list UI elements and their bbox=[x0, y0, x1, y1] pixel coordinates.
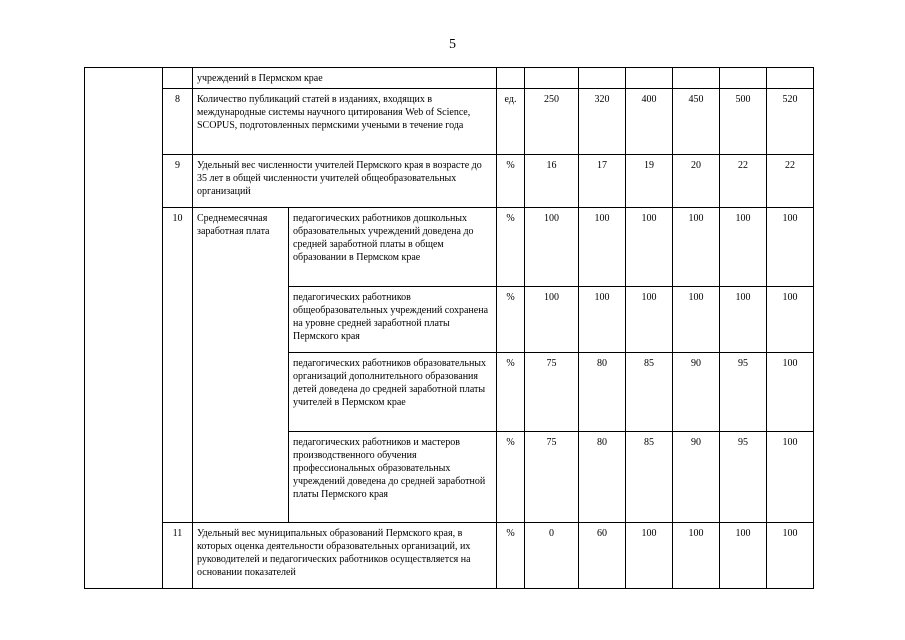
unit-cell: % bbox=[497, 155, 525, 208]
value-cell: 100 bbox=[767, 287, 814, 353]
value-cell: 75 bbox=[525, 432, 579, 523]
value-cell: 95 bbox=[720, 353, 767, 432]
value-cell: 100 bbox=[767, 523, 814, 589]
value-cell: 80 bbox=[579, 353, 626, 432]
indicator-name: Количество публикаций статей в изданиях, входящих в международные системы научного цитирования Web of Science, SCOPUS, подготовленных пермскими учеными в течение года bbox=[193, 89, 497, 155]
value-cell: 90 bbox=[673, 432, 720, 523]
table-row bbox=[85, 68, 814, 89]
value-cell bbox=[626, 68, 673, 89]
value-cell: 500 bbox=[720, 89, 767, 155]
indicators-table bbox=[84, 67, 814, 589]
value-cell: 20 bbox=[673, 155, 720, 208]
value-cell bbox=[673, 68, 720, 89]
row-number: 11 bbox=[163, 523, 193, 589]
value-cell: 0 bbox=[525, 523, 579, 589]
indicator-name: педагогических работников дошкольных образовательных учреждений доведена до средней заработной платы в общем образовании в Пермском крае bbox=[289, 208, 497, 287]
indicator-name: Удельный вес муниципальных образований Пермского края, в которых оценка деятельности образовательных организаций, их руководителей и педагогических работников осуществляется на основании показателей bbox=[193, 523, 497, 589]
value-cell: 22 bbox=[767, 155, 814, 208]
value-cell: 80 bbox=[579, 432, 626, 523]
value-cell: 100 bbox=[767, 208, 814, 287]
indicator-name: педагогических работников образовательных организаций дополнительного образования детей доведена до средней заработной платы учителей в Пермском крае bbox=[289, 353, 497, 432]
value-cell: 100 bbox=[579, 208, 626, 287]
indicator-name: педагогических работников и мастеров производственного обучения профессиональных образовательных учреждений доведена до средней заработной платы Пермского края bbox=[289, 432, 497, 523]
value-cell: 100 bbox=[720, 208, 767, 287]
unit-cell: % bbox=[497, 208, 525, 287]
value-cell: 85 bbox=[626, 432, 673, 523]
indicator-name: учреждений в Пермском крае bbox=[193, 68, 497, 89]
table-row bbox=[85, 155, 814, 208]
value-cell: 250 bbox=[525, 89, 579, 155]
value-cell: 22 bbox=[720, 155, 767, 208]
indicator-name: Удельный вес численности учителей Пермского края в возрасте до 35 лет в общей численности учителей общеобразовательных организаций bbox=[193, 155, 497, 208]
value-cell: 100 bbox=[767, 432, 814, 523]
row-number: 9 bbox=[163, 155, 193, 208]
value-cell bbox=[767, 68, 814, 89]
table-row bbox=[85, 523, 814, 589]
value-cell: 320 bbox=[579, 89, 626, 155]
left-margin-column bbox=[85, 68, 163, 589]
value-cell: 100 bbox=[626, 208, 673, 287]
value-cell: 60 bbox=[579, 523, 626, 589]
value-cell: 100 bbox=[673, 523, 720, 589]
value-cell: 85 bbox=[626, 353, 673, 432]
table-row bbox=[85, 89, 814, 155]
indicator-group-name: Среднемесячная заработная плата bbox=[193, 208, 289, 523]
value-cell: 450 bbox=[673, 89, 720, 155]
value-cell: 100 bbox=[673, 287, 720, 353]
value-cell bbox=[720, 68, 767, 89]
row-number bbox=[163, 68, 193, 89]
unit-cell: % bbox=[497, 287, 525, 353]
value-cell: 100 bbox=[579, 287, 626, 353]
value-cell: 520 bbox=[767, 89, 814, 155]
indicator-name: педагогических работников общеобразовательных учреждений сохранена на уровне средней заработной платы Пермского края bbox=[289, 287, 497, 353]
value-cell: 100 bbox=[720, 287, 767, 353]
value-cell: 100 bbox=[626, 287, 673, 353]
value-cell: 100 bbox=[767, 353, 814, 432]
value-cell: 100 bbox=[720, 523, 767, 589]
unit-cell: ед. bbox=[497, 89, 525, 155]
value-cell: 16 bbox=[525, 155, 579, 208]
row-number: 8 bbox=[163, 89, 193, 155]
value-cell bbox=[525, 68, 579, 89]
value-cell: 90 bbox=[673, 353, 720, 432]
value-cell: 19 bbox=[626, 155, 673, 208]
value-cell: 95 bbox=[720, 432, 767, 523]
row-number: 10 bbox=[163, 208, 193, 523]
unit-cell bbox=[497, 68, 525, 89]
value-cell bbox=[579, 68, 626, 89]
value-cell: 100 bbox=[673, 208, 720, 287]
page-number: 5 bbox=[449, 37, 456, 52]
value-cell: 100 bbox=[525, 208, 579, 287]
unit-cell: % bbox=[497, 523, 525, 589]
table-row bbox=[85, 208, 814, 287]
unit-cell: % bbox=[497, 432, 525, 523]
value-cell: 75 bbox=[525, 353, 579, 432]
value-cell: 400 bbox=[626, 89, 673, 155]
value-cell: 100 bbox=[626, 523, 673, 589]
value-cell: 100 bbox=[525, 287, 579, 353]
unit-cell: % bbox=[497, 353, 525, 432]
value-cell: 17 bbox=[579, 155, 626, 208]
